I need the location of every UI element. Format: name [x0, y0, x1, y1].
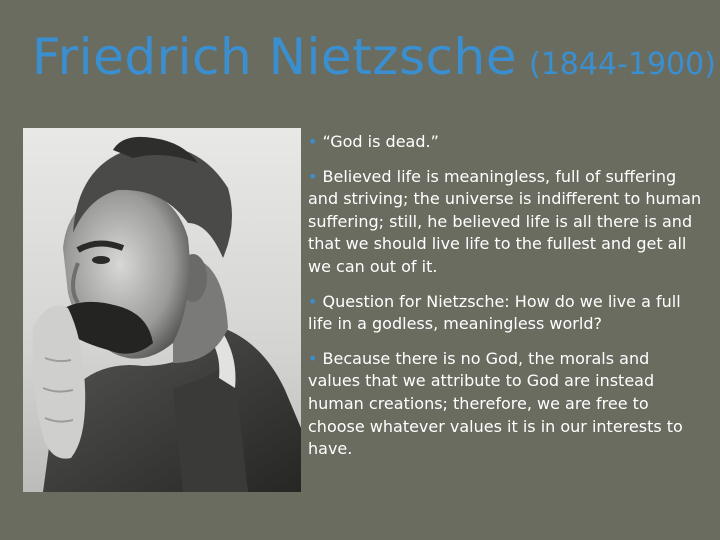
- bullet-item: [308, 348, 704, 461]
- bullet-text: Because there is no God, the morals and values that we attribute to God are instead human creations; therefore, we are free to choose whatever values it is in our interests to have.: [308, 348, 683, 459]
- title-years: (1844-1900): [529, 47, 716, 82]
- bullet-marker: •: [308, 132, 318, 151]
- bullet-item: [308, 131, 704, 154]
- bullet-marker: •: [308, 348, 318, 368]
- slide-title: [32, 28, 716, 86]
- title-name: Friedrich Nietzsche: [32, 28, 517, 86]
- bullet-marker: •: [308, 291, 318, 311]
- bullet-text: Believed life is meaningless, full of suffering and striving; the universe is indifferent to human suffering; still, he believed life is all there is and that we should live life to the fullest and get all we can out of it.: [308, 166, 702, 276]
- bullet-list: [308, 131, 704, 473]
- portrait-photo: [23, 128, 301, 492]
- bullet-item: [308, 166, 704, 279]
- bullet-marker: •: [308, 166, 318, 186]
- bullet-item: [308, 291, 704, 336]
- bullet-text: “God is dead.”: [317, 132, 439, 151]
- bullet-text: Question for Nietzsche: How do we live a full life in a godless, meaningless world?: [308, 291, 681, 334]
